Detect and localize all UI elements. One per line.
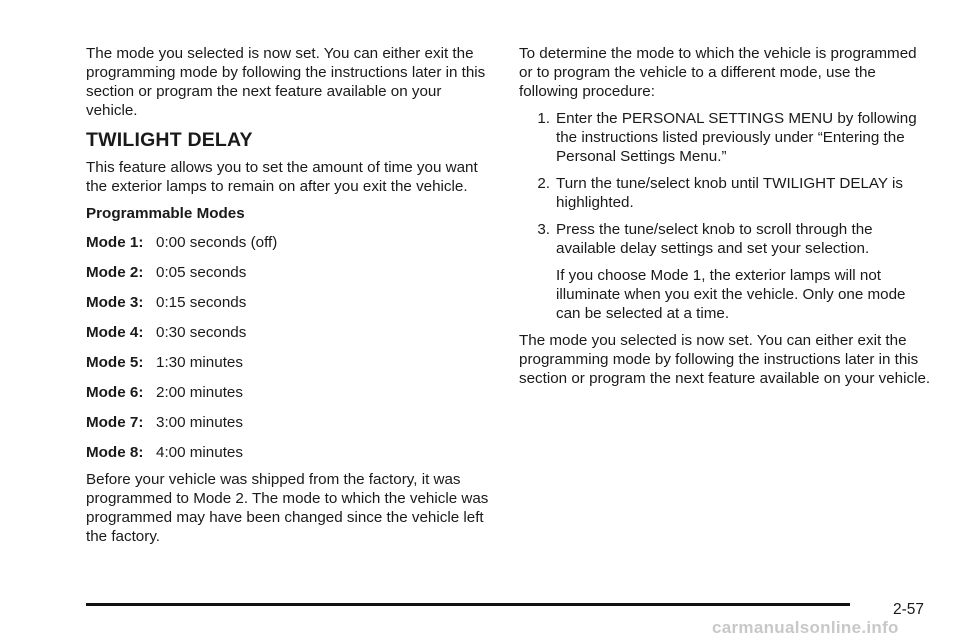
description-paragraph: This feature allows you to set the amount of time you want the exterior lamps to remain on after you exit the vehicle. xyxy=(86,159,478,195)
closing-paragraph: Before your vehicle was shipped from the factory, it was programmed to Mode 2. The mode to which the vehicle was programmed may have been changed since the vehicle left the factory. xyxy=(86,471,489,545)
mode-label: Mode 7: xyxy=(86,414,144,431)
mode-label: Mode 8: xyxy=(86,444,144,461)
step-body xyxy=(550,109,926,166)
page-number: 2-57 xyxy=(893,601,925,618)
step-text: Turn the tune/select knob until TWILIGHT DELAY is highlighted. xyxy=(556,175,903,211)
watermark: carmanualsonline.info xyxy=(712,618,899,637)
closing-paragraph: The mode you selected is now set. You can either exit the programming mode by following the instructions later in this section or program the next feature available on your vehicle. xyxy=(519,332,931,387)
mode-row xyxy=(86,353,496,372)
mode-label: Mode 3: xyxy=(86,294,144,311)
mode-row xyxy=(86,443,496,462)
mode-row xyxy=(86,263,496,282)
step-body xyxy=(550,220,926,323)
procedure-step xyxy=(519,109,931,166)
mode-value: 2:00 minutes xyxy=(156,384,243,401)
step-number: 1. xyxy=(537,110,550,127)
step-text: Press the tune/select knob to scroll through the available delay settings and set your selection. xyxy=(556,221,873,257)
step-number: 2. xyxy=(537,175,550,192)
mode-label: Mode 4: xyxy=(86,324,144,341)
mode-label: Mode 1: xyxy=(86,234,144,251)
mode-row xyxy=(86,383,496,402)
left-column xyxy=(86,44,496,554)
footer-rule xyxy=(86,603,850,606)
intro-paragraph: The mode you selected is now set. You can either exit the programming mode by following the instructions later in this section or program the next feature available on your vehicle. xyxy=(86,45,486,119)
modes-subheading: Programmable Modes xyxy=(86,205,245,222)
procedure-step xyxy=(519,174,931,212)
mode-value: 0:05 seconds xyxy=(156,264,247,281)
procedure-step xyxy=(519,220,931,323)
mode-row xyxy=(86,293,496,312)
mode-label: Mode 6: xyxy=(86,384,144,401)
mode-value: 4:00 minutes xyxy=(156,444,243,461)
mode-row xyxy=(86,323,496,342)
mode-value: 1:30 minutes xyxy=(156,354,243,371)
mode-value: 0:00 seconds (off) xyxy=(156,234,278,251)
section-heading: TWILIGHT DELAY xyxy=(86,129,253,151)
mode-label: Mode 5: xyxy=(86,354,144,371)
procedure-steps xyxy=(519,109,931,323)
mode-value: 0:15 seconds xyxy=(156,294,247,311)
mode-label: Mode 2: xyxy=(86,264,144,281)
mode-row xyxy=(86,233,496,252)
step-number: 3. xyxy=(537,221,550,238)
mode-value: 3:00 minutes xyxy=(156,414,243,431)
right-column xyxy=(519,44,931,396)
procedure-intro: To determine the mode to which the vehicle is programmed or to program the vehicle to a different mode, use the following procedure: xyxy=(519,45,917,100)
step-text: Enter the PERSONAL SETTINGS MENU by following the instructions listed previously under “Entering the Personal Settings Menu.” xyxy=(556,110,917,165)
step-body xyxy=(550,174,926,212)
mode-row xyxy=(86,413,496,432)
step-note: If you choose Mode 1, the exterior lamps will not illuminate when you exit the vehicle. Only one mode can be selected at a time. xyxy=(556,267,906,322)
mode-value: 0:30 seconds xyxy=(156,324,247,341)
